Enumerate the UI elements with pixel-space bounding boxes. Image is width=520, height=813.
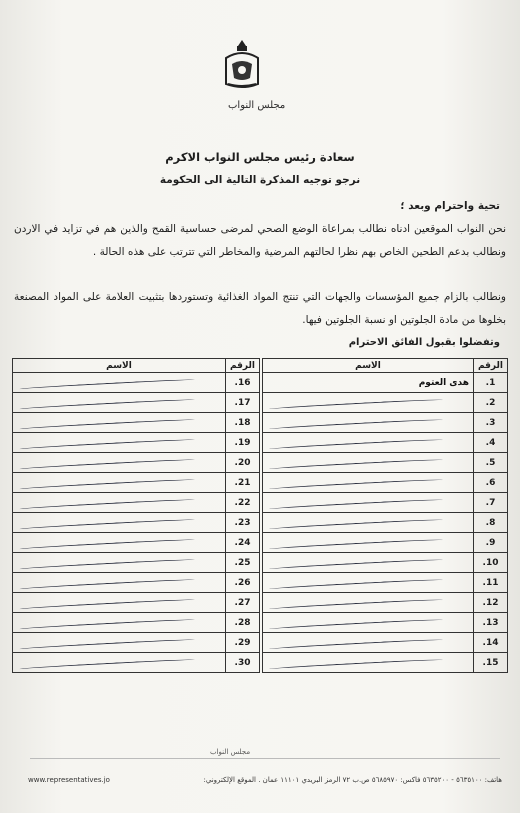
handwritten-signature — [263, 453, 474, 473]
signature-row — [263, 453, 508, 473]
row-number: 17. — [225, 393, 259, 413]
row-number: 8. — [473, 513, 507, 533]
row-number: 7. — [473, 493, 507, 513]
signature-scrawl — [269, 478, 443, 490]
row-number: 19. — [225, 433, 259, 453]
signature-scrawl — [269, 538, 443, 550]
row-number: 28. — [225, 613, 259, 633]
row-number: 21. — [225, 473, 259, 493]
footer-divider — [30, 758, 500, 759]
handwritten-signature — [13, 373, 226, 393]
signature-row — [13, 633, 260, 653]
signature-scrawl — [19, 458, 195, 470]
signature-scrawl — [19, 378, 195, 390]
signature-row — [13, 373, 260, 393]
signature-scrawl — [19, 418, 195, 430]
signature-row — [263, 433, 508, 453]
signature-scrawl — [19, 618, 195, 630]
signature-scrawl — [269, 598, 443, 610]
signature-scrawl — [269, 558, 443, 570]
handwritten-signature — [13, 473, 226, 493]
request-line: نرجو توجيه المذكرة التالية الى الحكومة — [159, 174, 361, 186]
signature-row — [263, 653, 508, 673]
column-header-number: الرقم — [225, 359, 259, 373]
row-number: 18. — [225, 413, 259, 433]
handwritten-signature — [13, 633, 226, 653]
signature-row — [263, 393, 508, 413]
signature-row — [13, 453, 260, 473]
footer-emblem-text: مجلس النواب — [210, 748, 251, 756]
handwritten-signature — [13, 613, 226, 633]
handwritten-signature — [263, 493, 474, 513]
handwritten-signature — [263, 653, 474, 673]
row-number: 20. — [225, 453, 259, 473]
handwritten-signature — [13, 393, 226, 413]
letterhead-institution-name: مجلس النواب — [228, 100, 286, 111]
handwritten-signature — [13, 653, 226, 673]
handwritten-signature — [263, 473, 474, 493]
handwritten-signature — [263, 573, 474, 593]
handwritten-signature — [263, 393, 474, 413]
handwritten-signature — [13, 433, 226, 453]
row-number: 9. — [473, 533, 507, 553]
row-number: 29. — [225, 633, 259, 653]
signature-scrawl — [19, 638, 195, 650]
signature-row — [263, 573, 508, 593]
column-header-name: الاسم — [263, 359, 474, 373]
signature-scrawl — [19, 478, 195, 490]
row-number: 24. — [225, 533, 259, 553]
signature-row — [13, 593, 260, 613]
handwritten-signature — [13, 453, 226, 473]
signature-row — [263, 533, 508, 553]
greeting: تحية واحترام وبعد ؛ — [400, 200, 500, 212]
row-number: 12. — [473, 593, 507, 613]
signature-row — [13, 533, 260, 553]
signature-row — [263, 473, 508, 493]
handwritten-signature — [13, 413, 226, 433]
signature-scrawl — [269, 498, 443, 510]
signature-scrawl — [269, 458, 443, 470]
signature-row — [263, 553, 508, 573]
signature-scrawl — [19, 538, 195, 550]
handwritten-signature — [13, 533, 226, 553]
signature-scrawl — [269, 398, 443, 410]
handwritten-signature — [263, 433, 474, 453]
row-number: 6. — [473, 473, 507, 493]
row-number: 23. — [225, 513, 259, 533]
row-number: 30. — [225, 653, 259, 673]
row-number: 4. — [473, 433, 507, 453]
signature-scrawl — [269, 578, 443, 590]
signature-row — [13, 413, 260, 433]
signature-scrawl — [19, 518, 195, 530]
signature-scrawl — [19, 558, 195, 570]
signature-row — [13, 613, 260, 633]
row-number: 11. — [473, 573, 507, 593]
signature-row — [13, 653, 260, 673]
footer-website[interactable]: www.representatives.jo — [28, 776, 110, 784]
signature-row — [263, 413, 508, 433]
signature-scrawl — [19, 398, 195, 410]
row-number: 13. — [473, 613, 507, 633]
signature-row — [13, 573, 260, 593]
handwritten-signature — [263, 593, 474, 613]
row-number: 1. — [473, 373, 507, 393]
handwritten-signature — [13, 573, 226, 593]
column-header-number: الرقم — [473, 359, 507, 373]
signature-scrawl — [269, 658, 443, 670]
signature-row — [263, 513, 508, 533]
row-number: 2. — [473, 393, 507, 413]
handwritten-signature — [263, 613, 474, 633]
handwritten-signature — [13, 593, 226, 613]
handwritten-signature — [13, 513, 226, 533]
row-number: 10. — [473, 553, 507, 573]
signature-scrawl — [269, 418, 443, 430]
signature-row — [263, 493, 508, 513]
signature-scrawl — [19, 578, 195, 590]
signature-row — [13, 553, 260, 573]
signature-scrawl — [269, 618, 443, 630]
signature-row — [263, 593, 508, 613]
handwritten-signature — [13, 493, 226, 513]
row-number: 26. — [225, 573, 259, 593]
signature-row — [263, 373, 508, 393]
row-number: 22. — [225, 493, 259, 513]
signature-scrawl — [19, 658, 195, 670]
handwritten-signature — [263, 513, 474, 533]
closing-line: وتفضلوا بقبول الفائق الاحترام — [348, 337, 500, 348]
row-number: 3. — [473, 413, 507, 433]
row-number: 16. — [225, 373, 259, 393]
signature-row — [13, 433, 260, 453]
footer-contact-text: هاتف: ٥٦٣٥١٠٠ - ٥٦٣٥٢٠٠ فاكس: ٥٦٨٥٩٧٠ ص.ب ٧٢ الرمز البريدي ١١١٠١ عمان . الموقع الإلكتروني: — [203, 776, 502, 784]
signer-name: هدى العتوم — [263, 373, 474, 393]
paragraph-gluten-labeling: ونطالب بالزام جميع المؤسسات والجهات التي تنتج المواد الغذائية وتستوردها بتثبيت العلامة على المواد المصنعة بخلوها من مادة الجلوتين او نسبة الجلوتين فيها. — [14, 291, 506, 326]
signature-scrawl — [19, 598, 195, 610]
handwritten-signature — [263, 533, 474, 553]
signature-row — [263, 613, 508, 633]
paragraph-wheat-allergy: نحن النواب الموقعين ادناه نطالب بمراعاة الوضع الصحي لمرضى حساسية القمح والذين هم في تزايد في الاردن ونطالب بدعم الطحين الخاص بهم نظرا لحالتهم المرضية والمخاطر التي تترتب على هذه الحالة . — [14, 223, 506, 258]
row-number: 15. — [473, 653, 507, 673]
signature-row — [13, 513, 260, 533]
addressee-line: سعادة رئيس مجلس النواب الاكرم — [165, 150, 355, 164]
signature-row — [13, 393, 260, 413]
handwritten-signature — [263, 413, 474, 433]
signature-scrawl — [269, 438, 443, 450]
signature-scrawl — [19, 438, 195, 450]
signature-scrawl — [19, 498, 195, 510]
row-number: 27. — [225, 593, 259, 613]
row-number: 25. — [225, 553, 259, 573]
row-number: 5. — [473, 453, 507, 473]
signature-row — [263, 633, 508, 653]
handwritten-signature — [263, 553, 474, 573]
signature-scrawl — [269, 518, 443, 530]
signature-row — [13, 473, 260, 493]
signature-table-right — [262, 358, 508, 673]
row-number: 14. — [473, 633, 507, 653]
handwritten-signature — [13, 553, 226, 573]
column-header-name: الاسم — [13, 359, 226, 373]
signature-scrawl — [269, 638, 443, 650]
handwritten-signature — [263, 633, 474, 653]
coat-of-arms-emblem — [222, 38, 262, 90]
footer-contact — [28, 776, 502, 784]
signature-row — [13, 493, 260, 513]
signature-table-left — [12, 358, 260, 673]
